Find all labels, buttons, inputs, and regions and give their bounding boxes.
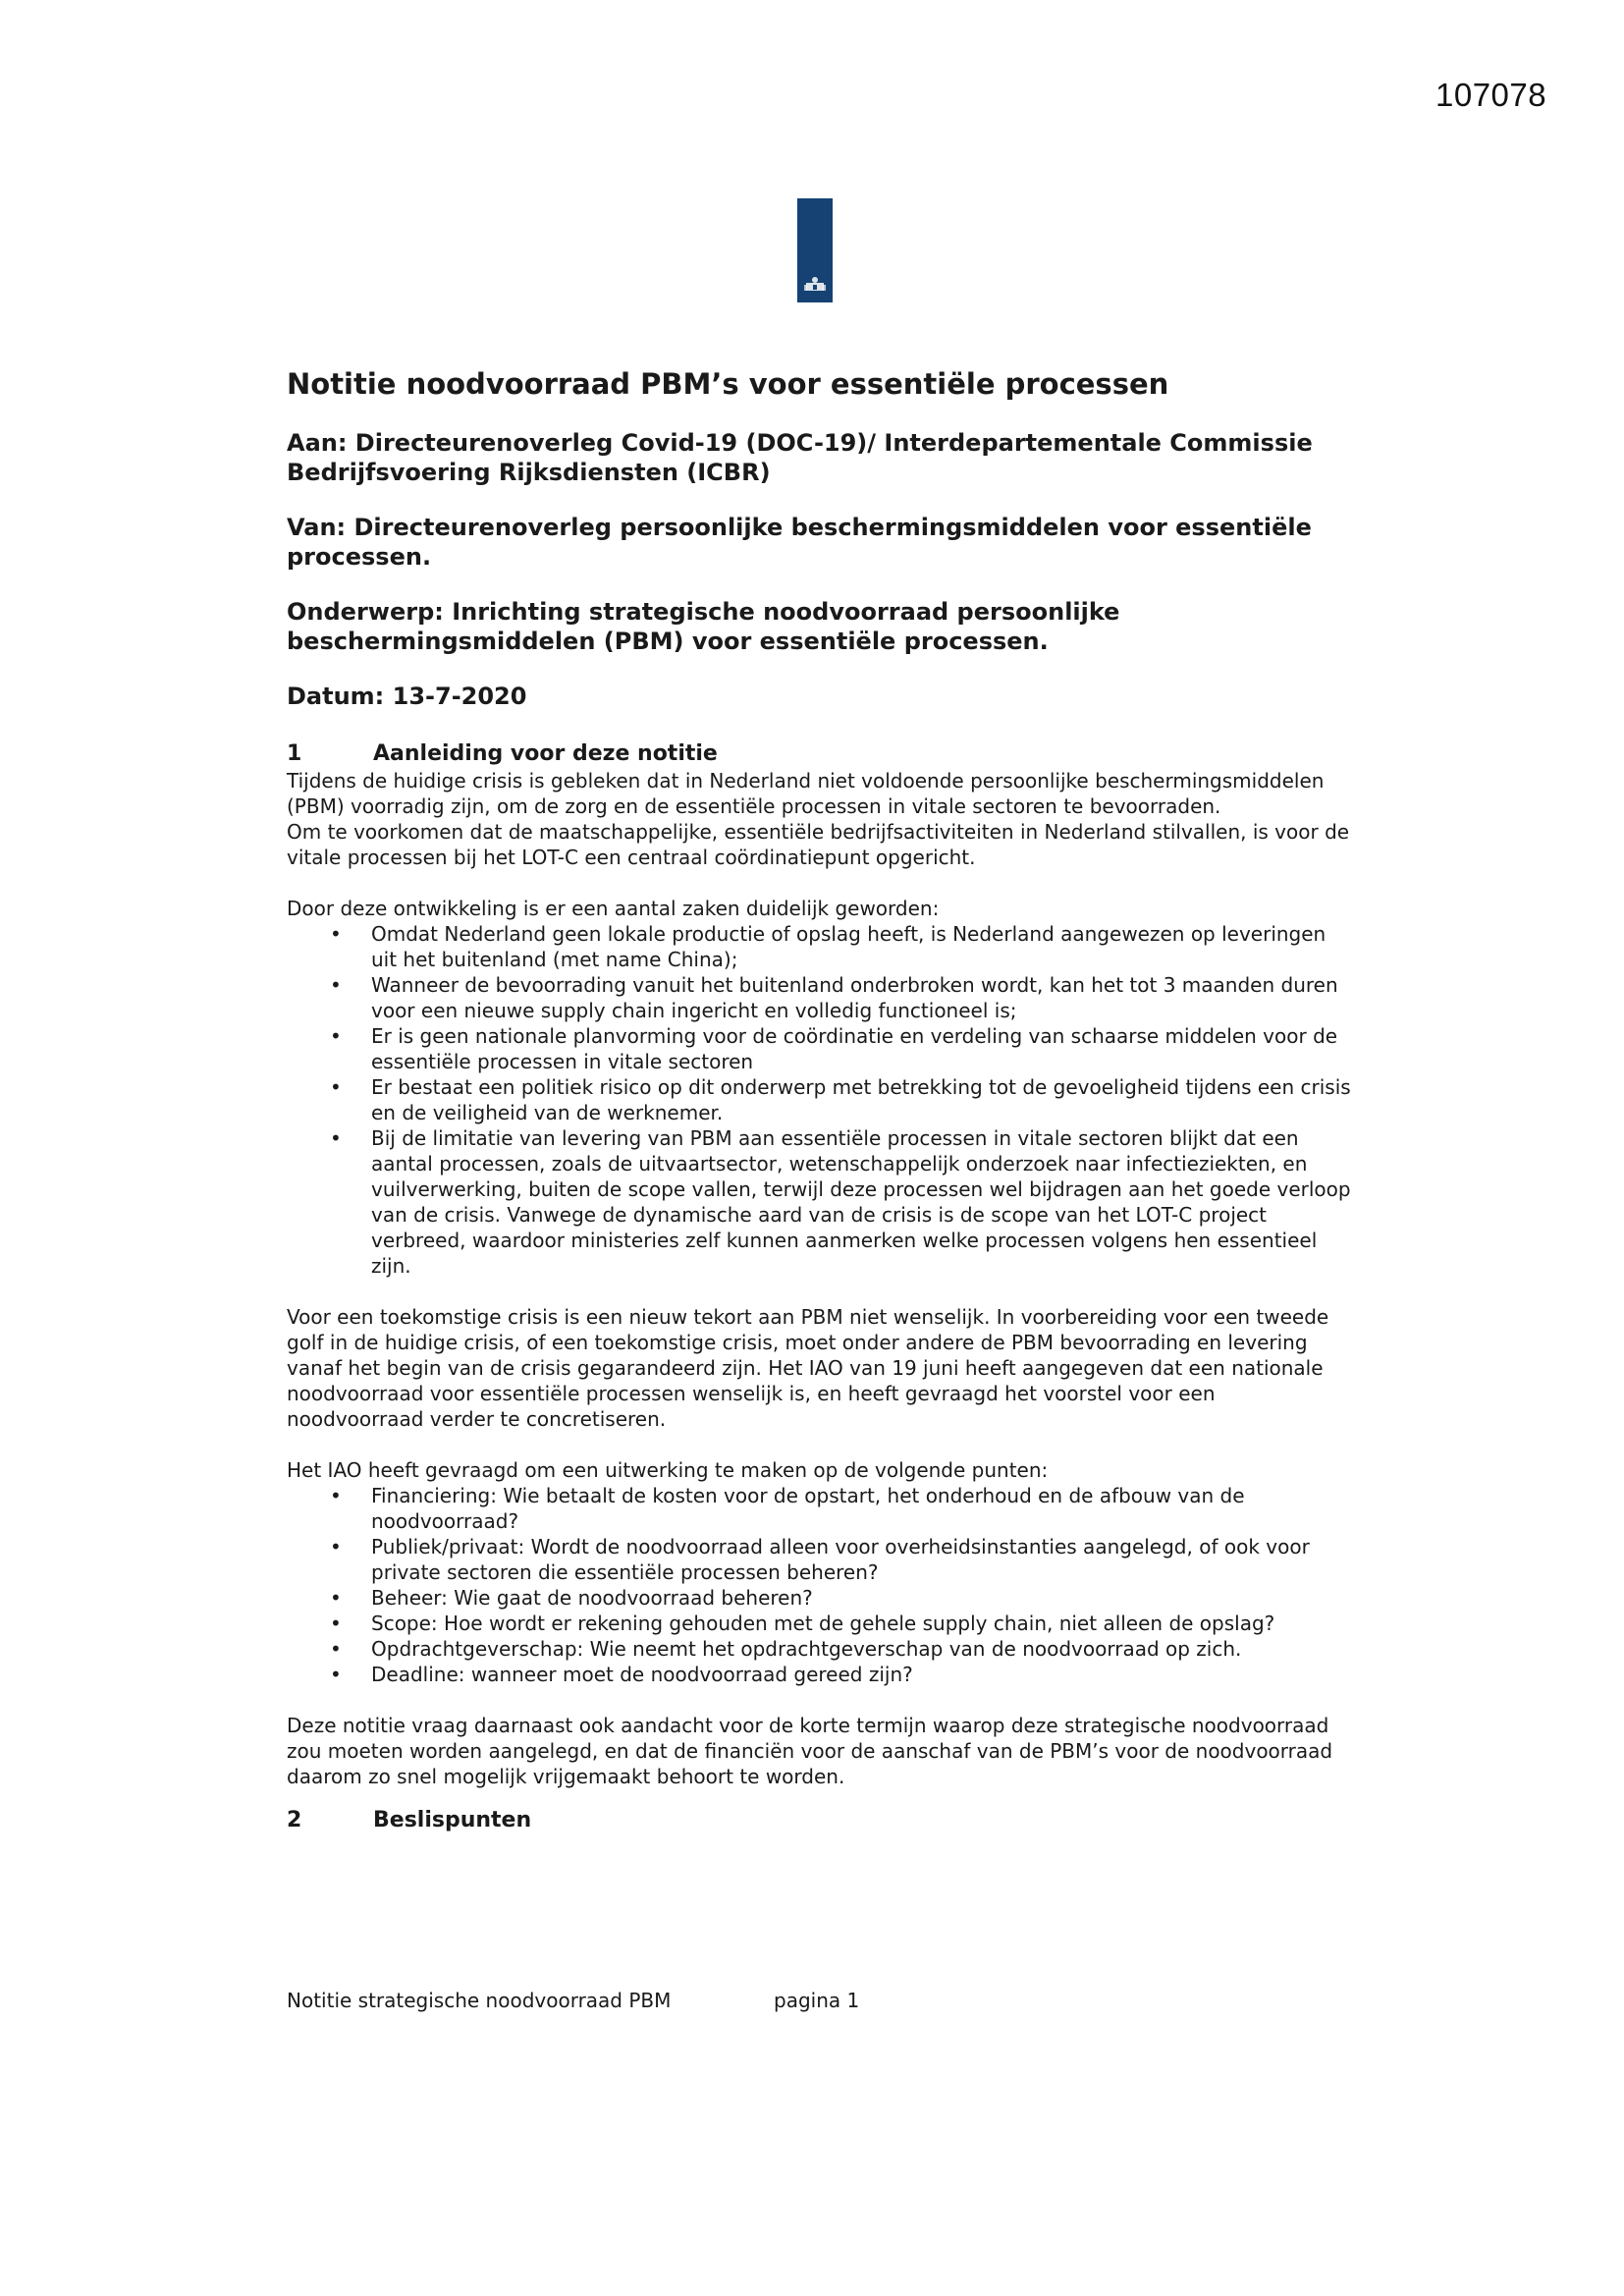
list-item: • Beheer: Wie gaat de noodvoorraad beheren? bbox=[371, 1585, 1357, 1611]
government-logo bbox=[797, 198, 833, 302]
document-body bbox=[287, 365, 1357, 1834]
list-intro: Door deze ontwikkeling is er een aantal zaken duidelijk geworden: bbox=[287, 897, 940, 920]
list-item: • Er bestaat een politiek risico op dit onderwerp met betrekking tot de gevoeligheid tijdens een crisis en de veiligheid van de werknemer. bbox=[371, 1074, 1357, 1125]
list-item: • Wanneer de bevoorrading vanuit het buitenland onderbroken wordt, kan het tot 3 maanden duren voor een nieuwe supply chain ingericht en volledig functioneel is; bbox=[371, 972, 1357, 1023]
document-title: Notitie noodvoorraad PBM’s voor essentiële processen bbox=[287, 367, 1169, 401]
coat-of-arms-icon bbox=[804, 275, 826, 293]
footer-title: Notitie strategische noodvoorraad PBM bbox=[287, 1989, 672, 2012]
paragraph: Tijdens de huidige crisis is gebleken dat in Nederland niet voldoende persoonlijke beschermingsmiddelen (PBM) voorradig zijn, om de zorg en de essentiële processen in vitale sectoren te bevoorraden. bbox=[287, 769, 1325, 818]
list-intro: Het IAO heeft gevraagd om een uitwerking te maken op de volgende punten: bbox=[287, 1458, 1049, 1482]
paragraph: Om te voorkomen dat de maatschappelijke, essentiële bedrijfsactiviteiten in Nederland stilvallen, is voor de vitale processen bij het LOT-C een centraal coördinatiepunt opgericht. bbox=[287, 820, 1350, 869]
list-item: • Opdrachtgeverschap: Wie neemt het opdrachtgeverschap van de noodvoorraad op zich. bbox=[371, 1636, 1357, 1662]
list-item: • Scope: Hoe wordt er rekening gehouden met de gehele supply chain, niet alleen de opslag? bbox=[371, 1611, 1357, 1636]
date: Datum: 13-7-2020 bbox=[287, 683, 527, 710]
section-number: 2 bbox=[287, 1808, 302, 1832]
list-item: • Omdat Nederland geen lokale productie of opslag heeft, is Nederland aangewezen op leveringen uit het buitenland (met name China); bbox=[371, 921, 1357, 972]
sender: Van: Directeurenoverleg persoonlijke beschermingsmiddelen voor essentiële processen. bbox=[287, 514, 1312, 571]
section-title: Aanleiding voor deze notitie bbox=[373, 741, 718, 766]
page-footer bbox=[287, 1988, 859, 2013]
list-item: • Bij de limitatie van levering van PBM aan essentiële processen in vitale sectoren blijkt dat een aantal processen, zoals de uitvaartsector, wetenschappelijk onderzoek naar infectieziekten, en vuilverwerking, buiten de scope vallen, terwijl deze processen wel bijdragen aan het goede verloop van de crisis. Vanwege de dynamische aard van de crisis is de scope van het LOT-C project verbreed, waardoor ministeries zelf kunnen aanmerken welke processen volgens hen essentieel zijn. bbox=[371, 1125, 1357, 1279]
page-number: pagina 1 bbox=[774, 1989, 860, 2012]
list-item: • Deadline: wanneer moet de noodvoorraad gereed zijn? bbox=[371, 1662, 1357, 1687]
section-number: 1 bbox=[287, 741, 302, 766]
paragraph: Voor een toekomstige crisis is een nieuw tekort aan PBM niet wenselijk. In voorbereiding voor een tweede golf in de huidige crisis, of een toekomstige crisis, moet onder andere de PBM bevoorrading en levering vanaf het begin van de crisis gegarandeerd zijn. Het IAO van 19 juni heeft aangegeven dat een nationale noodvoorraad voor essentiële processen wenselijk is, en heeft gevraagd het voorstel voor een noodvoorraad verder te concretiseren. bbox=[287, 1305, 1329, 1431]
subject: Onderwerp: Inrichting strategische noodvoorraad persoonlijke beschermingsmiddelen (PBM) voor essentiële processen. bbox=[287, 598, 1120, 655]
list-item: • Publiek/privaat: Wordt de noodvoorraad alleen voor overheidsinstanties aangelegd, of ook voor private sectoren die essentiële processen beheren? bbox=[371, 1534, 1357, 1585]
recipient: Aan: Directeurenoverleg Covid-19 (DOC-19)/ Interdepartementale Commissie Bedrijfsvoering Rijksdiensten (ICBR) bbox=[287, 429, 1313, 486]
bullet-list bbox=[287, 1483, 1357, 1687]
list-item: • Er is geen nationale planvorming voor de coördinatie en verdeling van schaarse middelen voor de essentiële processen in vitale sectoren bbox=[371, 1023, 1357, 1074]
section-1-heading bbox=[287, 740, 1357, 768]
paragraph: Deze notitie vraag daarnaast ook aandacht voor de korte termijn waarop deze strategische noodvoorraad zou moeten worden aangelegd, en dat de financiën voor de aanschaf van de PBM’s voor de noodvoorraad daarom zo snel mogelijk vrijgemaakt behoort te worden. bbox=[287, 1714, 1333, 1788]
section-title: Beslispunten bbox=[373, 1808, 532, 1832]
list-item: • Financiering: Wie betaalt de kosten voor de opstart, het onderhoud en de afbouw van de noodvoorraad? bbox=[371, 1483, 1357, 1534]
bullet-list bbox=[287, 921, 1357, 1279]
section-2-heading bbox=[287, 1807, 1357, 1834]
document-number: 107078 bbox=[1435, 77, 1547, 113]
